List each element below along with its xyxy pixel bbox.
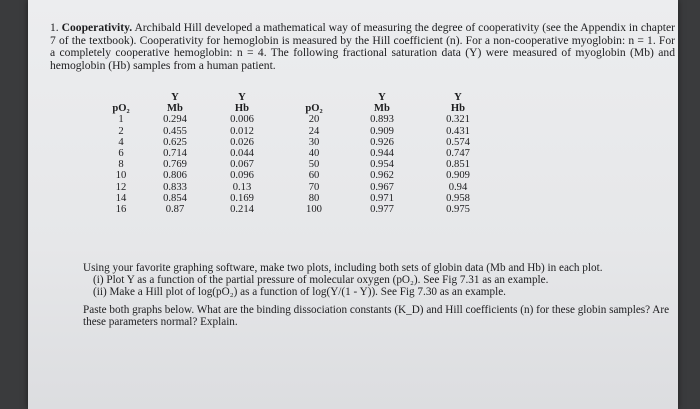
question-text: Paste both graphs below. What are the binding dissociation constants (K_D) and Hill coefficients (n) for these globin samples? Are these parameters normal? Explain.: [83, 303, 670, 328]
table-cell: 0.926: [370, 136, 394, 148]
table-cell: 6: [118, 148, 124, 160]
table-cell: 24: [308, 125, 320, 137]
y-label: Y: [171, 92, 179, 103]
column-header: Mb: [374, 103, 390, 115]
table-cell: 20: [308, 114, 320, 126]
y-label-row: [98, 92, 502, 103]
y-label: [278, 92, 350, 103]
table-cell: 0.958: [446, 192, 470, 204]
table-cell: 50: [308, 159, 320, 171]
y-label: Y: [378, 92, 386, 103]
table-cell: 14: [115, 192, 127, 204]
table-cell: 0.944: [370, 148, 394, 160]
table-row: [98, 148, 502, 159]
table-cell: 0.854: [163, 192, 187, 204]
table-cell: 0.294: [163, 114, 187, 126]
table-row: [98, 126, 502, 137]
table-cell: 0.026: [230, 136, 254, 148]
table-row: [98, 137, 502, 148]
table-cell: 0.747: [446, 148, 470, 160]
table-cell: 0.067: [230, 159, 254, 171]
table-cell: 70: [308, 181, 320, 193]
table-cell: 0.909: [370, 125, 394, 137]
table-row: [98, 204, 502, 215]
table-cell: 80: [308, 192, 320, 204]
instruction-item-1: (i) Plot Y as a function of the partial pressure of molecular oxygen (pO₂). See Fig 7.31 as an example.: [93, 274, 549, 287]
table-cell: 0.13: [232, 181, 252, 193]
table-cell: 60: [308, 170, 320, 182]
table-cell: 100: [306, 204, 322, 216]
column-header: Hb: [234, 103, 250, 115]
table-cell: 1: [118, 114, 124, 126]
table-cell: 0.94: [448, 181, 468, 193]
table-cell: 10: [115, 170, 127, 182]
problem-paragraph: Archibald Hill developed a mathematical way of measuring the degree of cooperativity (see the Appendix in chapter 7 of the textbook). Cooperativity for hemoglobin is measured by the Hill coefficient (n). For a non-cooperative myoglobin: n = 1. For a completely cooperative hemoglobin: n = 4. The following fractional saturation data (Y) were measured of myoglobin (Mb) and hemoglobin (Hb) samples from a human patient.: [50, 21, 675, 72]
table-cell: 0.851: [446, 159, 470, 171]
table-row: [98, 193, 502, 204]
table-cell: 0.87: [165, 204, 185, 216]
table-cell: 4: [118, 136, 124, 148]
table-cell: 0.169: [230, 192, 254, 204]
table-cell: 2: [118, 125, 124, 137]
table-cell: 0.574: [446, 136, 470, 148]
header-row: [98, 103, 502, 114]
table-cell: 0.954: [370, 159, 394, 171]
table-cell: 0.625: [163, 136, 187, 148]
table-cell: 0.096: [230, 170, 254, 182]
problem-title: Cooperativity.: [61, 21, 133, 34]
problem-statement: [50, 22, 675, 72]
instructions-intro: Using your favorite graphing software, make two plots, including both sets of globin data (Mb and Hb) in each plot.: [83, 262, 603, 274]
problem-number: 1.: [50, 21, 59, 34]
table-cell: 0.977: [370, 204, 394, 216]
table-cell: 0.714: [163, 148, 187, 160]
table-cell: 8: [118, 159, 124, 171]
document-page: [28, 0, 678, 409]
y-label: Y: [238, 92, 246, 103]
table-cell: 0.321: [446, 114, 470, 126]
table-cell: 0.893: [370, 114, 394, 126]
table-cell: 0.214: [230, 204, 254, 216]
instruction-item-2: (ii) Make a Hill plot of log(pO₂) as a function of log(Y/(1 - Y)). See Fig 7.30 as an example.: [93, 286, 506, 299]
table-cell: 0.006: [230, 114, 254, 126]
table-cell: 0.967: [370, 181, 394, 193]
table-cell: 0.012: [230, 125, 254, 137]
table-cell: 0.962: [370, 170, 394, 182]
table-cell: 0.909: [446, 170, 470, 182]
y-label: [98, 92, 144, 103]
table-cell: 0.769: [163, 159, 187, 171]
table-row: [98, 114, 502, 125]
column-header: Mb: [167, 103, 183, 115]
table-cell: 40: [308, 148, 320, 160]
table-row: [98, 170, 502, 181]
table-cell: 0.431: [446, 125, 470, 137]
table-cell: 0.455: [163, 125, 187, 137]
table-row: [98, 182, 502, 193]
column-header: pO₂: [305, 103, 323, 115]
table-cell: 0.975: [446, 204, 470, 216]
y-label: Y: [454, 92, 462, 103]
table-cell: 0.971: [370, 192, 394, 204]
table-cell: 0.044: [230, 148, 254, 160]
instructions: [83, 262, 673, 328]
table-cell: 30: [308, 136, 320, 148]
table-row: [98, 159, 502, 170]
table-cell: 0.833: [163, 181, 187, 193]
table-cell: 12: [115, 181, 127, 193]
column-header: pO₂: [112, 103, 130, 115]
table-cell: 0.806: [163, 170, 187, 182]
table-cell: 16: [115, 204, 127, 216]
saturation-data-table: [98, 92, 502, 215]
column-header: Hb: [450, 103, 466, 115]
